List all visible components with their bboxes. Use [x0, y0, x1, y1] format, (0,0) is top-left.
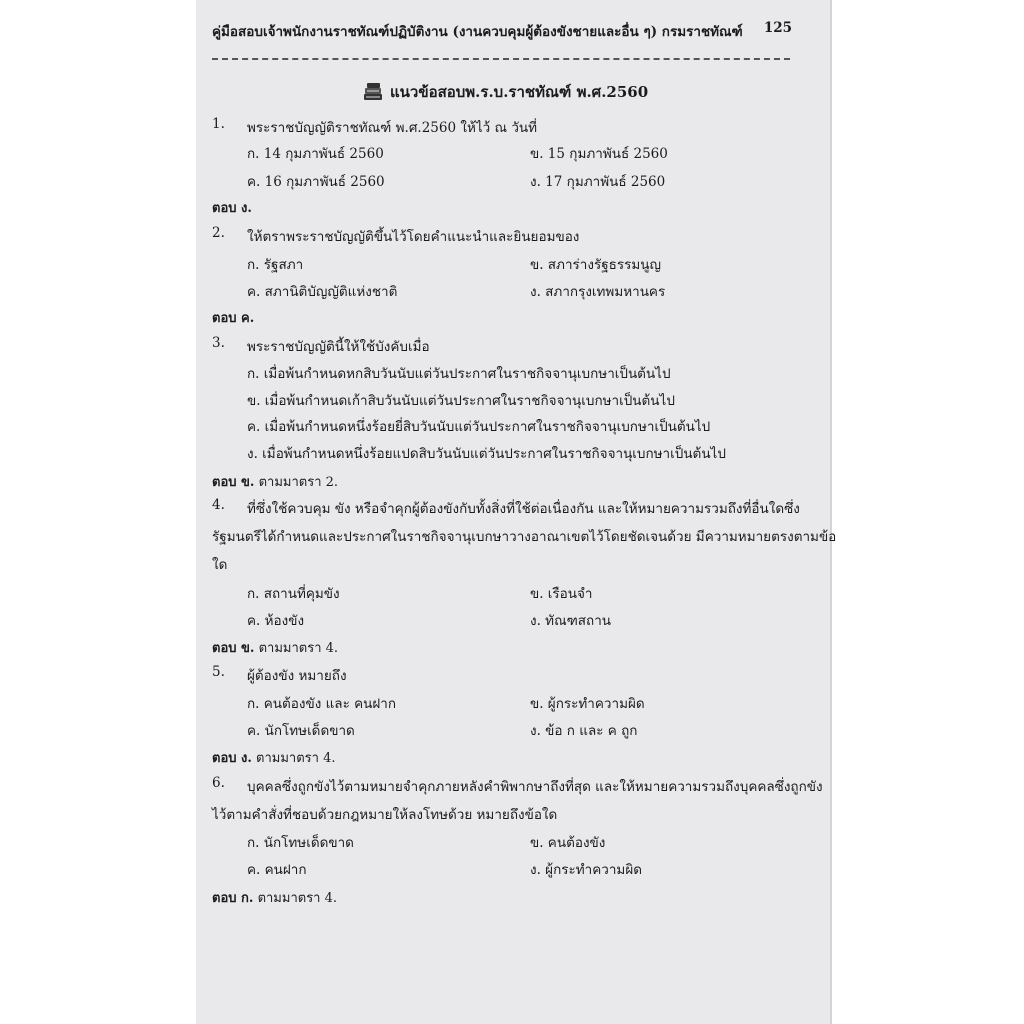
option-c: ค. คนฝาก [247, 862, 307, 878]
option-d: ง. สภากรุงเทพมหานคร [530, 284, 666, 300]
option-a: ก. เมื่อพ้นกำหนดหกสิบวันนับแต่วันประกาศในราชกิจจานุเบกษาเป็นต้นไป [247, 366, 671, 382]
answer-line [212, 471, 338, 492]
option-a: ก. 14 กุมภาพันธ์ 2560 [247, 146, 384, 162]
question-number: 4. [212, 497, 225, 513]
section-title: แนวข้อสอบพ.ร.บ.ราชทัณฑ์ พ.ศ.2560 [390, 83, 649, 101]
answer-reference: ตามมาตรา 2. [254, 475, 339, 490]
option-b: ข. 15 กุมภาพันธ์ 2560 [530, 146, 668, 162]
question-number: 1. [212, 116, 225, 132]
question-text: พระราชบัญญัติราชทัณฑ์ พ.ศ.2560 ให้ไว้ ณ วันที่ [247, 120, 538, 136]
option-b: ข. คนต้องขัง [530, 835, 606, 851]
question-number: 3. [212, 335, 225, 351]
question-text: ผู้ต้องขัง หมายถึง [247, 668, 347, 684]
option-a: ก. สถานที่คุมขัง [247, 586, 340, 602]
running-header [212, 20, 792, 42]
option-c: ค. 16 กุมภาพันธ์ 2560 [247, 174, 385, 190]
option-a: ก. นักโทษเด็ดขาด [247, 835, 354, 851]
option-d: ง. ทัณฑสถาน [530, 613, 612, 629]
question-text-continued: ไว้ตามคำสั่งที่ชอบด้วยกฎหมายให้ลงโทษด้วย หมายถึงข้อใด [212, 807, 558, 823]
page-number: 125 [763, 20, 792, 36]
answer-reference: ตามมาตรา 4. [254, 641, 339, 656]
answer-line [212, 747, 335, 768]
answer-label: ตอบ ก. [212, 891, 254, 906]
option-d: ง. ข้อ ก และ ค ถูก [530, 723, 638, 739]
question-text-continued: รัฐมนตรีได้กำหนดและประกาศในราชกิจจานุเบกษาวางอาณาเขตไว้โดยชัดเจนด้วย มีความหมายตรงตามข้อ [212, 529, 837, 545]
option-c: ค. ห้องขัง [247, 613, 305, 629]
answer-line [212, 637, 338, 658]
header-title: คู่มือสอบเจ้าพนักงานราชทัณฑ์ปฏิบัติงาน (งานควบคุมผู้ต้องขังชายและอื่น ๆ) กรมราชทัณฑ์ [212, 24, 743, 40]
answer-reference: ตามมาตรา 4. [253, 891, 338, 906]
question-text: บุคคลซึ่งถูกขังไว้ตามหมายจำคุกภายหลังคำพิพากษาถึงที่สุด และให้หมายความรวมถึงบุคคลซึ่งถูกขัง [247, 779, 823, 795]
answer-line [212, 887, 337, 908]
option-b: ข. ผู้กระทำความผิด [530, 696, 645, 712]
question-number: 6. [212, 775, 225, 791]
answer-label: ตอบ ข. [212, 475, 255, 490]
option-a: ก. คนต้องขัง และ คนฝาก [247, 696, 397, 712]
question-number: 2. [212, 225, 225, 241]
question-text: พระราชบัญญัตินี้ให้ใช้บังคับเมื่อ [247, 339, 430, 355]
answer-label: ตอบ ข. [212, 641, 255, 656]
answer-line [212, 307, 254, 328]
option-d: ง. ผู้กระทำความผิด [530, 862, 643, 878]
page-edge [830, 0, 832, 1024]
question-text: ที่ซึ่งใช้ควบคุม ขัง หรือจำคุกผู้ต้องขังกับทั้งสิ่งที่ใช้ต่อเนื่องกัน และให้หมายความรวมถึงที่อื่นใดซึ่ง [247, 501, 800, 517]
option-b: ข. เมื่อพ้นกำหนดเก้าสิบวันนับแต่วันประกาศในราชกิจจานุเบกษาเป็นต้นไป [247, 393, 675, 409]
answer-label: ตอบ ง. [212, 201, 252, 216]
answer-label: ตอบ ง. [212, 751, 252, 766]
option-c: ค. นักโทษเด็ดขาด [247, 723, 355, 739]
answer-line [212, 197, 252, 218]
option-c: ค. สภานิติบัญญัติแห่งชาติ [247, 284, 398, 300]
book-stack-icon [362, 82, 384, 102]
section-heading [362, 80, 648, 104]
answer-reference: ตามมาตรา 4. [251, 751, 336, 766]
option-a: ก. รัฐสภา [247, 257, 304, 273]
question-number: 5. [212, 664, 225, 680]
header-divider [212, 58, 790, 60]
answer-label: ตอบ ค. [212, 311, 255, 326]
option-b: ข. เรือนจำ [530, 586, 593, 602]
question-text: ให้ตราพระราชบัญญัติขึ้นไว้โดยคำแนะนำและยินยอมของ [247, 229, 580, 245]
question-text-continued: ใด [212, 557, 228, 573]
option-d: ง. 17 กุมภาพันธ์ 2560 [530, 174, 666, 190]
option-c: ค. เมื่อพ้นกำหนดหนึ่งร้อยยี่สิบวันนับแต่วันประกาศในราชกิจจานุเบกษาเป็นต้นไป [247, 419, 711, 435]
option-d: ง. เมื่อพ้นกำหนดหนึ่งร้อยแปดสิบวันนับแต่วันประกาศในราชกิจจานุเบกษาเป็นต้นไป [247, 446, 726, 462]
option-b: ข. สภาร่างรัฐธรรมนูญ [530, 257, 662, 273]
